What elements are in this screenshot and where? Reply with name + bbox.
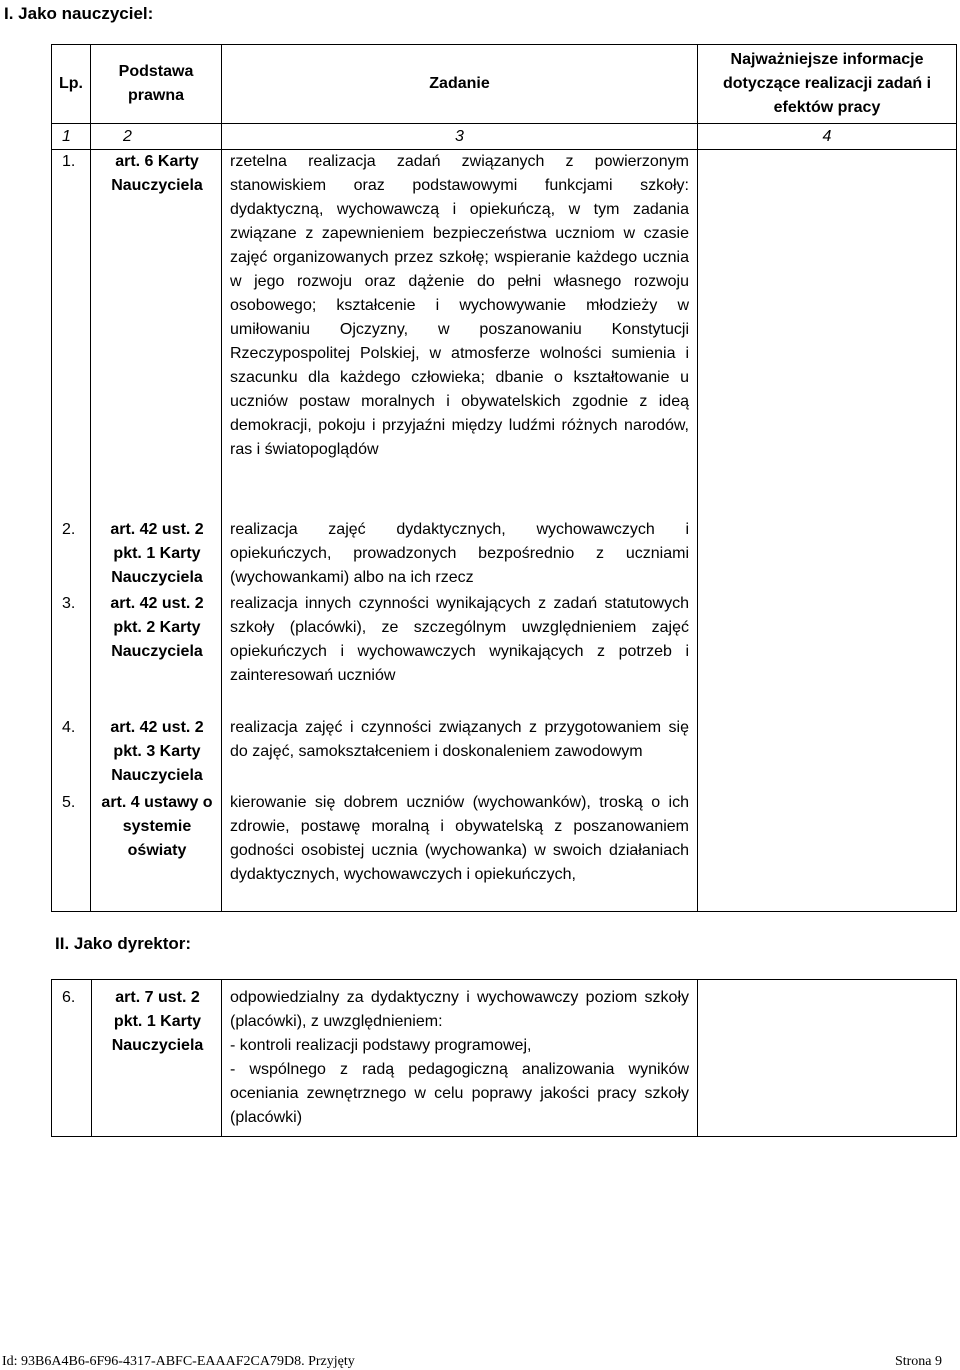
- row-legal-basis: art. 42 ust. 2 pkt. 3 Karty Nauczyciela: [91, 716, 222, 791]
- row-task: kierowanie się dobrem uczniów (wychowanków), troską o ich zdrowie, postawę moralną i obywatelską z poszanowaniem godności osobistej ucznia (wychowanka) w swoich działaniach dydaktycznych, wychowawczych i opiekuńczych,: [222, 791, 698, 912]
- row-key-info: [698, 791, 957, 912]
- table-row: [52, 150, 957, 519]
- header-legal-basis: Podstawa prawna: [91, 45, 222, 124]
- row-legal-basis: art. 6 Karty Nauczyciela: [91, 150, 222, 519]
- column-number-4: 4: [698, 124, 957, 150]
- row-legal-basis: art. 42 ust. 2 pkt. 2 Karty Nauczyciela: [91, 592, 222, 716]
- section-heading-director: II. Jako dyrektor:: [55, 934, 192, 953]
- header-lp: Lp.: [52, 45, 91, 124]
- table-header-row: [52, 45, 957, 124]
- row-number: 6.: [52, 980, 92, 1137]
- table-row: [52, 980, 957, 1137]
- row-task: rzetelna realizacja zadań związanych z powierzonym stanowiskiem oraz podstawowymi funkcjami szkoły: dydaktyczną, wychowawczą i opiekuńczą, w tym zadania związane z zapewnieniem bezpieczeństwa uczniom w czasie zajęć organizowanych przez szkołę; wspieranie każdego ucznia w jego rozwoju oraz dążenie do pełni własnego rozwoju osobowego; kształcenie i wychowywanie młodzieży w umiłowaniu Ojczyzny, w poszanowaniu Konstytucji Rzeczypospolitej Polskiej, w atmosferze wolności sumienia i szacunku dla każdego człowieka; dbanie o kształtowanie u uczniów postaw moralnych i obywatelskich zgodnie z ideą demokracji, pokoju i przyjaźni między ludźmi różnych narodów, ras i światopoglądów: [222, 150, 698, 519]
- row-legal-basis: art. 4 ustawy o systemie oświaty: [91, 791, 222, 912]
- page-number: Strona 9: [894, 1354, 942, 1369]
- column-number-3: 3: [222, 124, 698, 150]
- column-number-1: 1: [52, 124, 91, 150]
- task-intro: odpowiedzialny za dydaktyczny i wychowawczy poziom szkoły (placówki), z uwzględnieniem:: [230, 989, 689, 1030]
- header-task: Zadanie: [222, 45, 698, 124]
- column-number-2: 2: [91, 124, 222, 150]
- column-number-row: [52, 124, 957, 150]
- row-number: 5.: [52, 791, 91, 912]
- row-legal-basis: art. 42 ust. 2 pkt. 1 Karty Nauczyciela: [91, 518, 222, 592]
- row-key-info: [698, 150, 957, 519]
- row-task: realizacja zajęć i czynności związanych z przygotowaniem się do zajęć, samokształceniem i doskonaleniem zawodowym: [222, 716, 698, 791]
- task-item: - kontroli realizacji podstawy programowej,: [230, 1037, 532, 1054]
- row-task: realizacja zajęć dydaktycznych, wychowawczych i opiekuńczych, prowadzonych bezpośrednio z uczniami (wychowankami) albo na ich rzecz: [222, 518, 698, 592]
- table-row: [52, 518, 957, 592]
- row-number: 2.: [52, 518, 91, 592]
- row-task: realizacja innych czynności wynikających z zadań statutowych szkoły (placówki), ze szczególnym uwzględnieniem zajęć opiekuńczych i wychowawczych wynikających z potrzeb i zainteresowań uczniów: [222, 592, 698, 716]
- row-task: [222, 980, 698, 1137]
- row-number: 1.: [52, 150, 91, 519]
- row-key-info: [698, 716, 957, 791]
- table-row: [52, 592, 957, 716]
- table-row: [52, 791, 957, 912]
- table-row: [52, 716, 957, 791]
- header-key-info: Najważniejsze informacje dotyczące realizacji zadań i efektów pracy: [698, 45, 957, 124]
- teacher-duties-table: [51, 44, 957, 912]
- document-id: Id: 93B6A4B6-6F96-4317-ABFC-EAAAF2CA79D8. Przyjęty: [2, 1354, 355, 1369]
- row-key-info: [698, 592, 957, 716]
- row-number: 4.: [52, 716, 91, 791]
- row-key-info: [698, 518, 957, 592]
- director-duties-table: [51, 979, 957, 1137]
- row-legal-basis: art. 7 ust. 2 pkt. 1 Karty Nauczyciela: [92, 980, 222, 1137]
- row-number: 3.: [52, 592, 91, 716]
- section-heading-teacher: I. Jako nauczyciel:: [4, 4, 154, 23]
- page-footer: [0, 1353, 960, 1370]
- row-key-info: [698, 980, 957, 1137]
- task-item: - wspólnego z radą pedagogiczną analizowania wyników oceniania zewnętrznego w celu poprawy jakości pracy szkoły (placówki): [230, 1061, 689, 1126]
